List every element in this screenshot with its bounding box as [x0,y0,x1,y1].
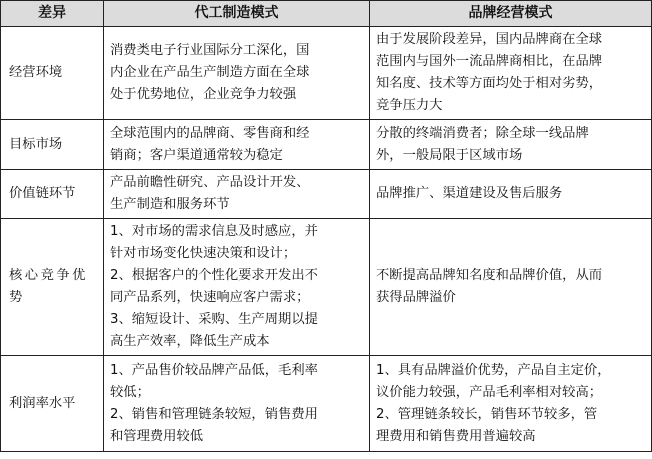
table-row-target-market [1,120,652,170]
row-label-line: 核心竞争优 [9,268,88,283]
brand-cell [370,120,652,170]
cell-line: 获得品牌溢价 [376,290,456,305]
brand-cell [370,27,652,120]
cell-line: 消费类电子行业国际分工深化，国 [110,43,310,58]
table-header-row [1,1,652,27]
row-label: 利润率水平 [1,356,104,452]
cell-line: 较低； [110,384,150,400]
cell-line: 不断提高品牌知名度和品牌价值，从而 [376,268,603,283]
cell-line: 销商；客户渠道通常较为稳定 [110,147,283,163]
cell-line: 1、具有品牌溢价优势，产品自主定价， [376,362,611,378]
cell-line: 品牌推广、渠道建设及售后服务 [376,186,563,201]
cell-line: 理费用和销售费用普遍较高 [376,428,536,444]
table-row-core-advantage [1,219,652,356]
oem-cell [104,170,370,219]
header-oem-model: 代工制造模式 [104,1,370,27]
oem-cell [104,356,370,452]
cell-line: 2、销售和管理链条较短，销售费用 [110,406,318,422]
table-row-profit-margin [1,356,652,452]
oem-cell [104,27,370,120]
brand-cell [370,356,652,452]
cell-line: 3、缩短设计、采购、生产周期以提 [110,312,318,327]
row-label-line: 势 [9,290,25,305]
cell-line: 针对市场变化快速决策和设计； [110,246,297,261]
oem-cell [104,219,370,356]
cell-line: 竞争压力大 [376,98,443,113]
brand-cell [370,219,652,356]
cell-line: 内企业在产品生产制造方面在全球 [110,65,310,80]
row-label [1,219,104,356]
header-difference: 差异 [1,1,104,27]
cell-line: 范围内与国外一流品牌商相比，在品牌 [376,54,603,69]
cell-line: 处于优势地位，企业竞争力较强 [110,87,297,102]
oem-cell [104,120,370,170]
cell-line: 产品前瞻性研究、产品设计开发、 [110,175,310,190]
row-label: 价值链环节 [1,170,104,219]
cell-line: 外，一般局限于区域市场 [376,147,523,163]
row-label: 目标市场 [1,120,104,170]
cell-line: 知名度、技术等方面均处于相对劣势， [376,76,603,91]
cell-line: 1、对市场的需求信息及时感应，并 [110,224,318,239]
cell-line: 和管理费用较低 [110,428,204,444]
cell-line: 全球范围内的品牌商、零售商和经 [110,125,310,141]
brand-cell [370,170,652,219]
cell-line: 生产制造和服务环节 [110,197,230,212]
cell-line: 议价能力较强，产品毛利率相对较高； [376,384,603,400]
cell-line: 同产品系列，快速响应客户需求； [110,290,310,305]
header-brand-model: 品牌经营模式 [370,1,652,27]
cell-line: 1、产品售价较品牌产品低，毛利率 [110,362,318,378]
cell-line: 2、根据客户的个性化要求开发出不 [110,268,318,283]
row-label: 经营环境 [1,27,104,120]
table-row-business-environment [1,27,652,120]
cell-line: 由于发展阶段差异，国内品牌商在全球 [376,32,603,47]
cell-line: 2、管理链条较长，销售环节较多，管 [376,406,598,422]
cell-line: 高生产效率，降低生产成本 [110,334,270,349]
table-row-value-chain [1,170,652,219]
cell-line: 分散的终端消费者；除全球一线品牌 [376,125,589,141]
